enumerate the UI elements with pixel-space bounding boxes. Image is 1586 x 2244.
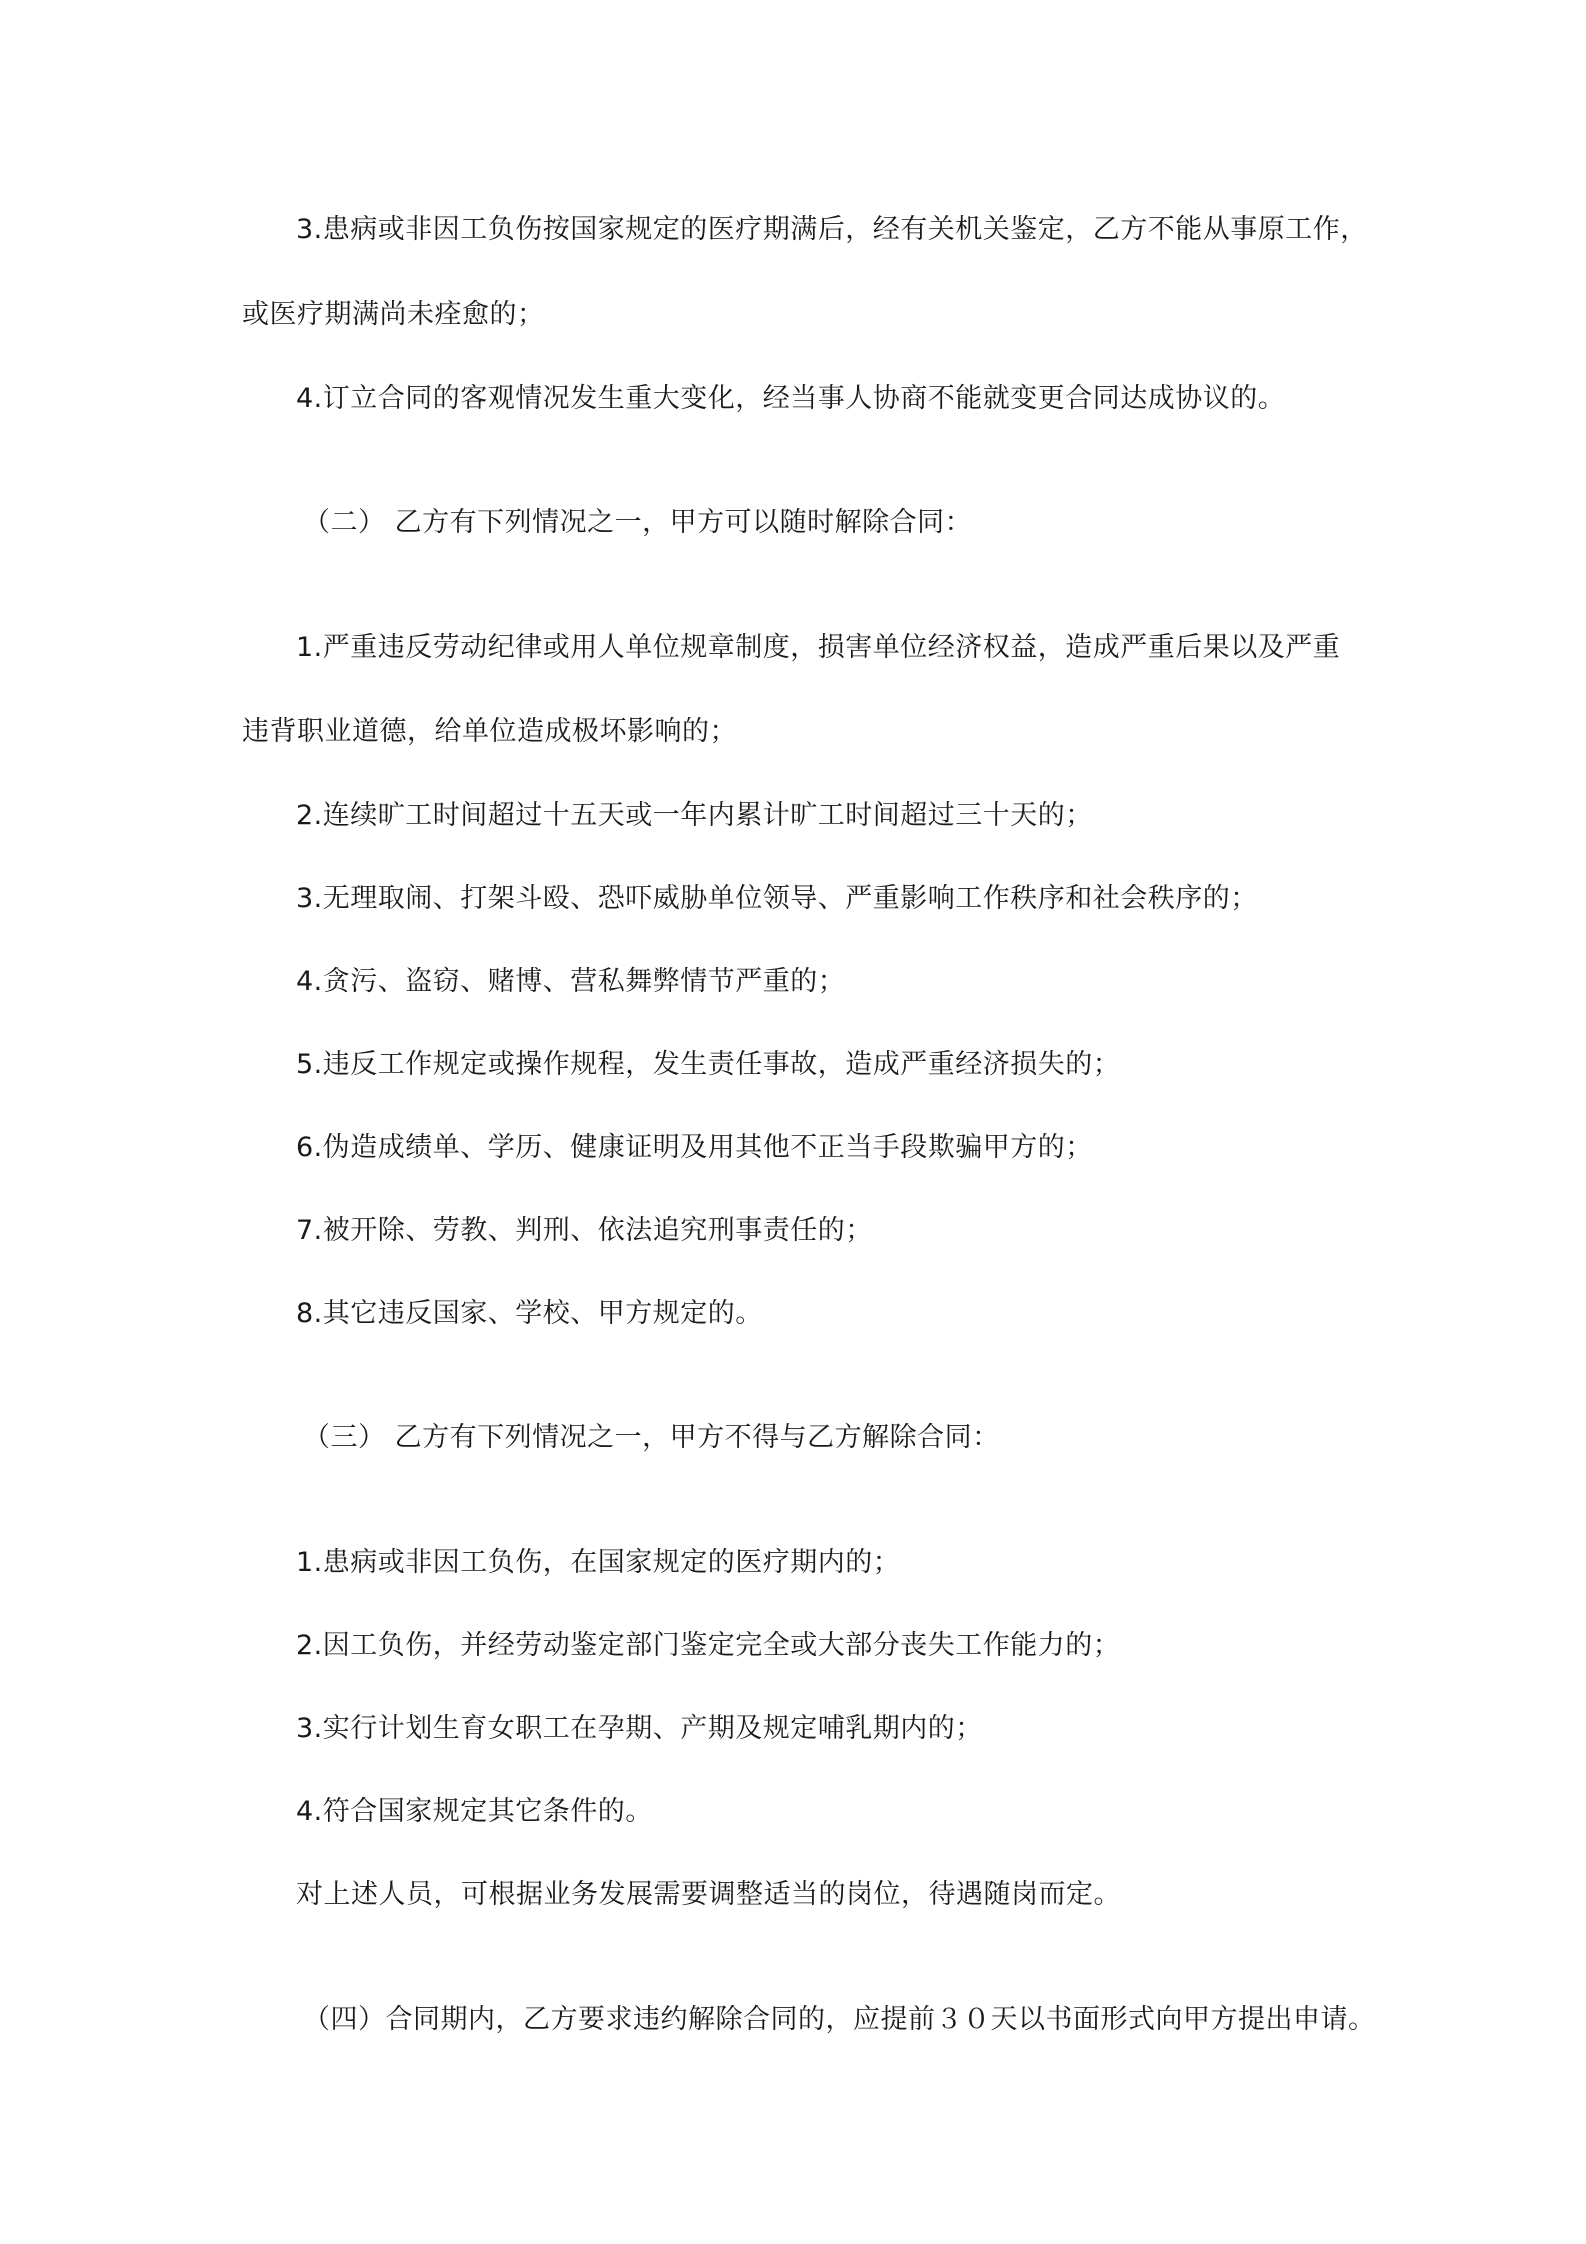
paragraph-line: 违背职业道德，给单位造成极坏影响的； <box>242 716 737 747</box>
paragraph-line: 2.因工负伤，并经劳动鉴定部门鉴定完全或大部分丧失工作能力的； <box>296 1630 1121 1661</box>
paragraph-line: 3.患病或非因工负伤按国家规定的医疗期满后，经有关机关鉴定，乙方不能从事原工作， <box>296 214 1368 245</box>
paragraph-line: 或医疗期满尚未痊愈的； <box>242 299 545 330</box>
paragraph-line: 2.连续旷工时间超过十五天或一年内累计旷工时间超过三十天的； <box>296 800 1093 831</box>
section-heading: （二） 乙方有下列情况之一，甲方可以随时解除合同： <box>303 507 973 538</box>
paragraph-line: 1.患病或非因工负伤，在国家规定的医疗期内的； <box>296 1547 901 1578</box>
section-heading: （四）合同期内，乙方要求违约解除合同的，应提前３０天以书面形式向甲方提出申请。 <box>303 2004 1376 2035</box>
paragraph-line: 3.无理取闹、打架斗殴、恐吓威胁单位领导、严重影响工作秩序和社会秩序的； <box>296 883 1258 914</box>
paragraph-line: 4.订立合同的客观情况发生重大变化，经当事人协商不能就变更合同达成协议的。 <box>296 383 1286 414</box>
paragraph-line: 4.贪污、盗窃、赌博、营私舞弊情节严重的； <box>296 966 846 997</box>
paragraph-line: 3.实行计划生育女职工在孕期、产期及规定哺乳期内的； <box>296 1713 983 1744</box>
section-heading: （三） 乙方有下列情况之一，甲方不得与乙方解除合同： <box>303 1422 1000 1453</box>
paragraph-line: 8.其它违反国家、学校、甲方规定的。 <box>296 1298 763 1329</box>
paragraph-line: 对上述人员，可根据业务发展需要调整适当的岗位，待遇随岗而定。 <box>296 1879 1121 1910</box>
paragraph-line: 4.符合国家规定其它条件的。 <box>296 1796 653 1827</box>
paragraph-line: 7.被开除、劳教、判刑、依法追究刑事责任的； <box>296 1215 873 1246</box>
paragraph-line: 6.伪造成绩单、学历、健康证明及用其他不正当手段欺骗甲方的； <box>296 1132 1093 1163</box>
paragraph-line: 5.违反工作规定或操作规程，发生责任事故，造成严重经济损失的； <box>296 1049 1121 1080</box>
paragraph-line: 1.严重违反劳动纪律或用人单位规章制度，损害单位经济权益，造成严重后果以及严重 <box>296 632 1341 663</box>
